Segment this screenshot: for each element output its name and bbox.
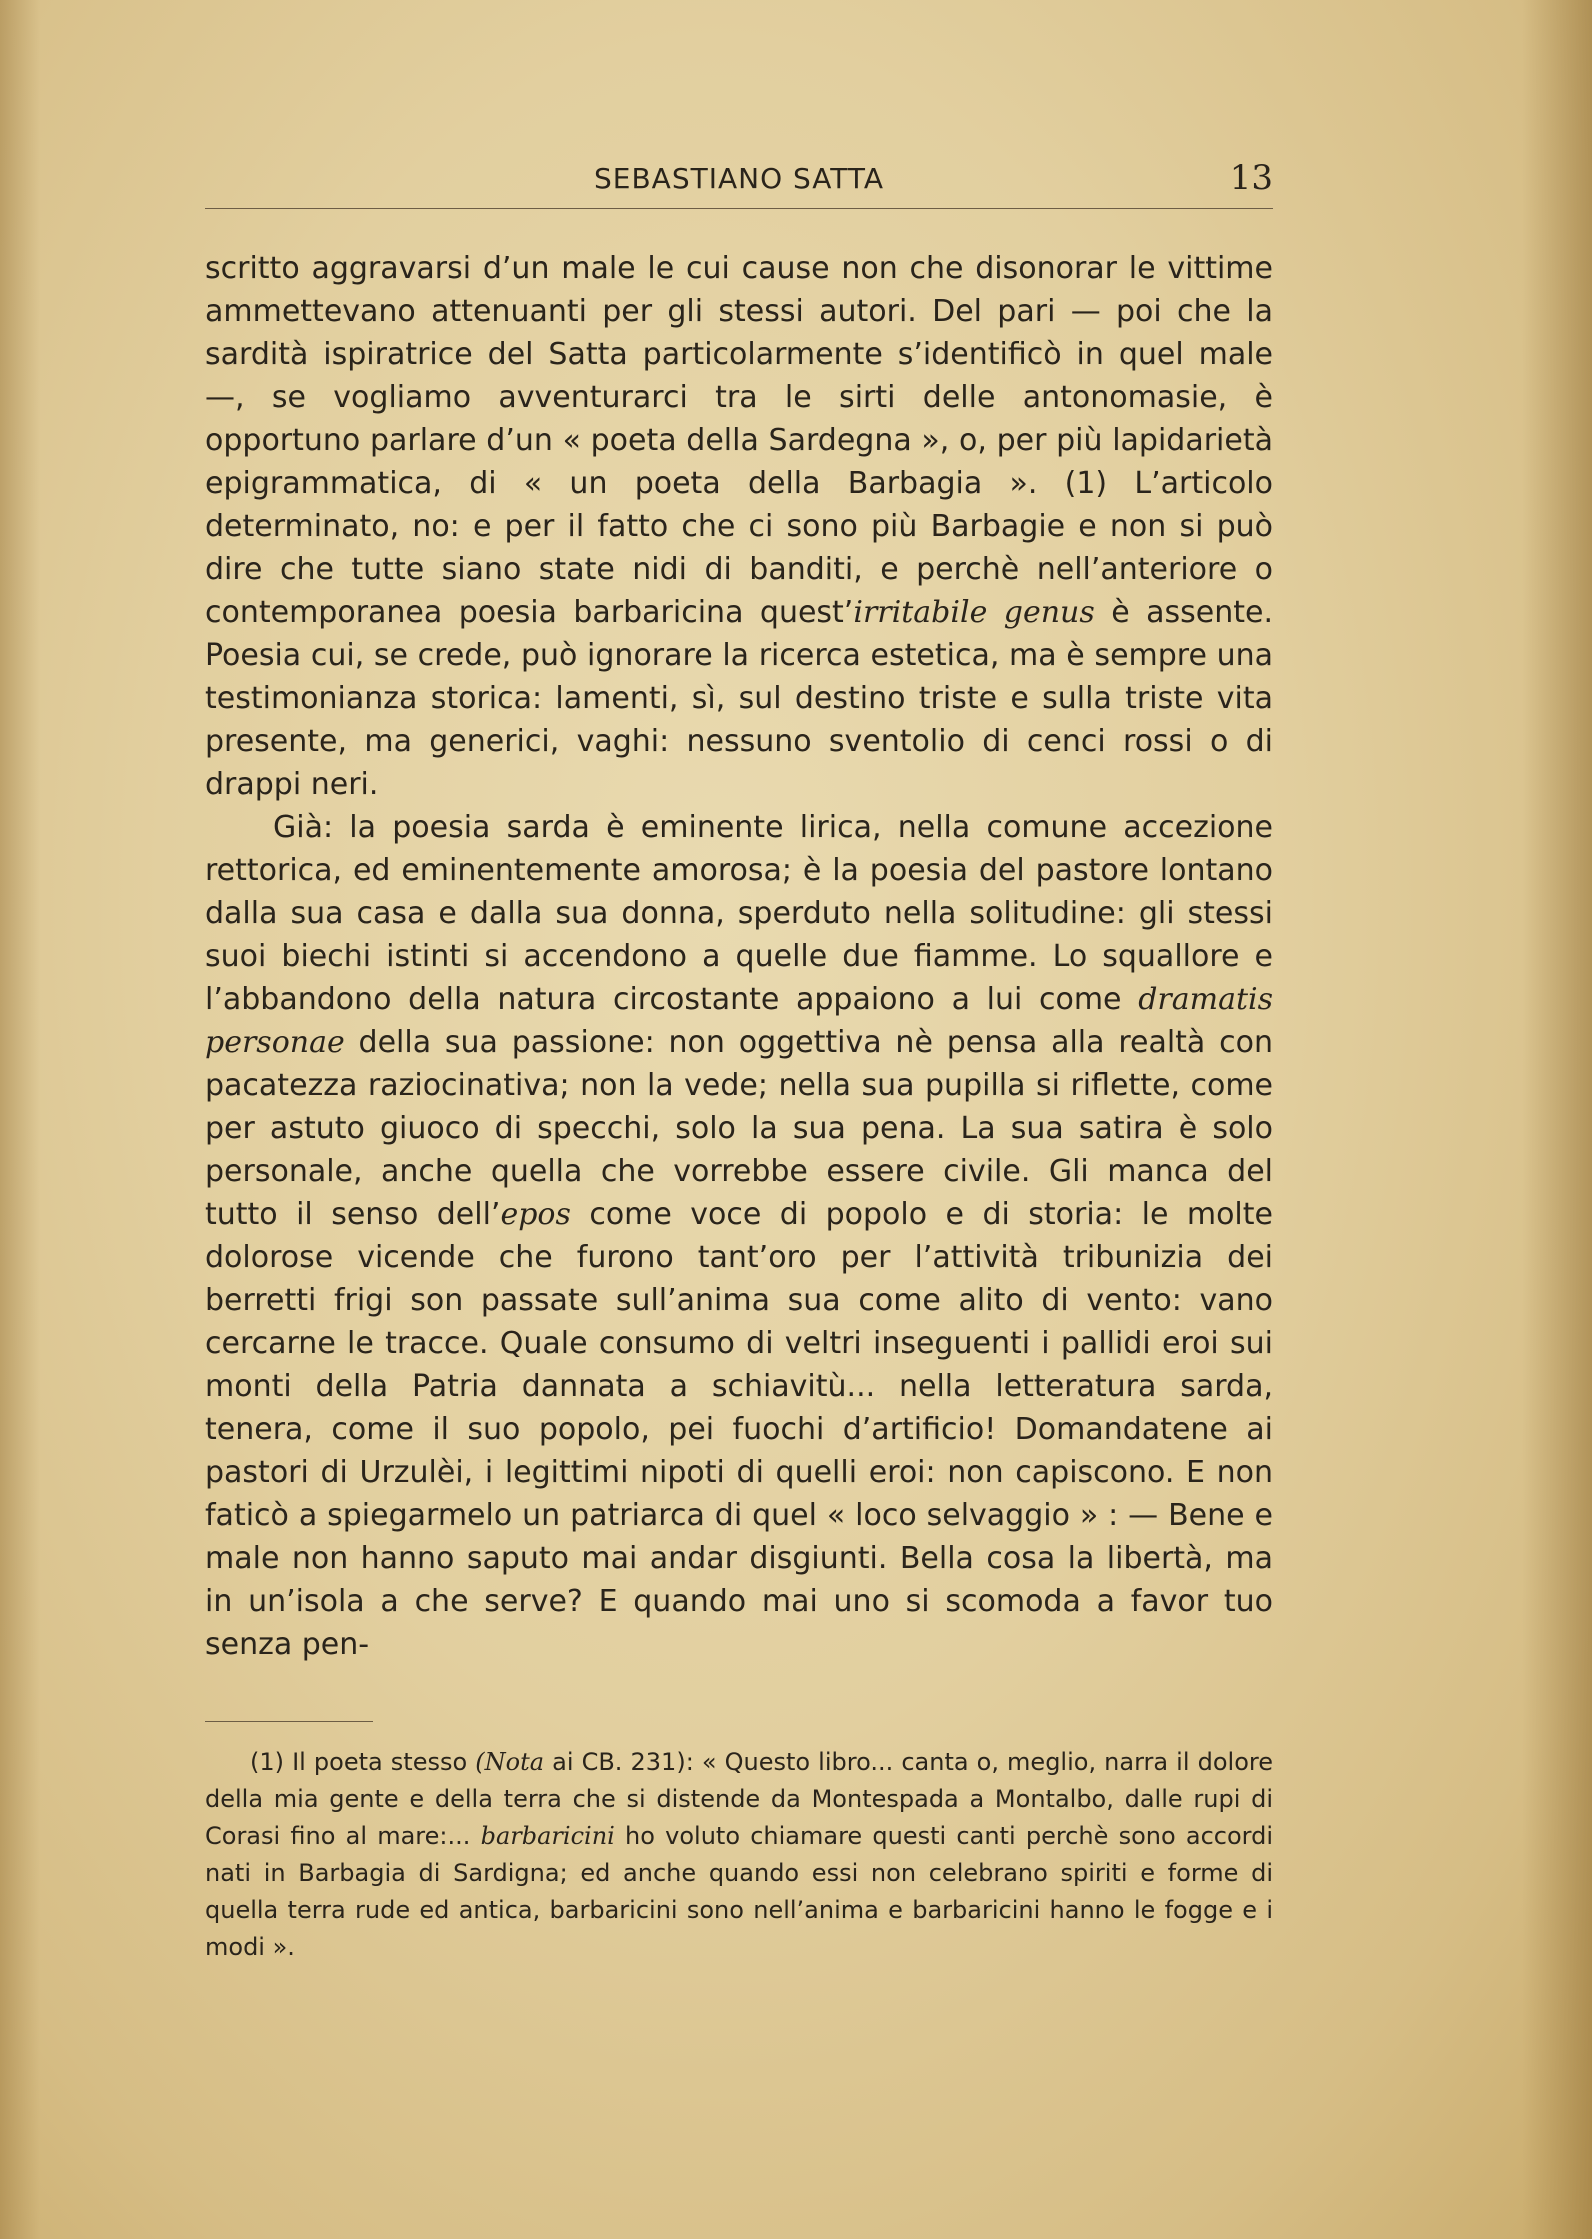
paragraph-1 — [205, 247, 1273, 806]
header-rule — [205, 208, 1273, 209]
text-run: della sua passione: non oggettiva nè pensa alla realtà con pacatezza raziocinativa; non la vede; nella sua pupilla si riflette, come per astuto giuoco di specchi, solo la sua pena. La sua satira è solo personale, anche quella che vorrebbe essere civile. Gli manca del tutto il senso dell’ — [205, 1025, 1273, 1232]
running-head — [205, 158, 1273, 202]
footnote-rule — [205, 1721, 373, 1722]
text-run: ai CB. 231): « Questo libro... canta o, meglio, narra il dolore della mia gente e della terra che si distende da Montespada a Montalbo, dalle rupi di Corasi fino al mare:... — [205, 1748, 1273, 1850]
text-run: come voce di popolo e di storia: le molte dolorose vicende che furono tant’oro per l’attività tribunizia dei berretti frigi son passate sull’anima sua come alito di vento: vano cercarne le tracce. Quale consumo di veltri inseguenti i pallidi eroi sui monti della Patria dannata a schiavitù... nella letteratura sarda, tenera, come il suo popolo, pei fuochi d’artificio! Domandatene ai pastori di Urzulèi, i legittimi nipoti di quelli eroi: non capiscono. E non faticò a spiegarmelo un patriarca di quel « loco selvaggio » : — Bene e male non hanno saputo mai andar disgiunti. Bella cosa la libertà, ma in un’isola a che serve? E quando mai uno si scomoda a favor tuo senza pen- — [205, 1197, 1273, 1662]
page-number: 13 — [1229, 158, 1273, 198]
footnote — [205, 1744, 1273, 1966]
text-run: scritto aggravarsi d’un male le cui cause non che disonorar le vittime ammettevano attenuanti per gli stessi autori. Del pari — poi che la sardità ispiratrice del Satta particolarmente s’identificò in quel male —, se vogliamo avventurarci tra le sirti delle antonomasie, è opportuno parlare d’un « poeta della Sardegna », o, per più lapidarietà epigrammatica, di « un poeta della Barbagia ». (1) L’articolo determinato, no: e per il fatto che ci sono più Barbagie e non si può dire che tutte siano state nidi di banditi, e perchè nell’anteriore o contemporanea poesia barbaricina quest’ — [205, 251, 1273, 630]
text-run: Già: la poesia sarda è eminente lirica, nella comune accezione rettorica, ed eminentemente amorosa; è la poesia del pastore lontano dalla sua casa e dalla sua donna, sperduto nella solitudine: gli stessi suoi biechi istinti si accendono a quelle due fiamme. Lo squallore e l’abbandono della natura circostante appaiono a lui come — [205, 810, 1273, 1017]
text-run: è assente. Poesia cui, se crede, può ignorare la ricerca estetica, ma è sempre una testimonianza storica: lamenti, sì, sul destino triste e sulla triste vita presente, ma generici, vaghi: nessuno sventolio di cenci rossi o di drappi neri. — [205, 595, 1273, 802]
footnote-text — [205, 1744, 1273, 1966]
italic-phrase: barbaricini — [480, 1822, 615, 1850]
text-run: ho voluto chiamare questi canti perchè sono accordi nati in Barbagia di Sardigna; ed anche quando essi non celebrano spiriti e forme di quella terra rude ed antica, barbaricini sono nell’anima e barbaricini hanno le fogge e i modi ». — [205, 1822, 1273, 1961]
italic-phrase: irritabile genus — [853, 595, 1095, 630]
italic-phrase: epos — [500, 1197, 571, 1232]
body-text — [205, 247, 1273, 1666]
italic-phrase: (Nota — [475, 1748, 545, 1776]
text-run: (1) Il poeta stesso — [250, 1748, 476, 1776]
paragraph-2 — [205, 806, 1273, 1666]
running-title: SEBASTIANO SATTA — [594, 162, 884, 195]
italic-phrase: dramatis personae — [205, 982, 1273, 1060]
